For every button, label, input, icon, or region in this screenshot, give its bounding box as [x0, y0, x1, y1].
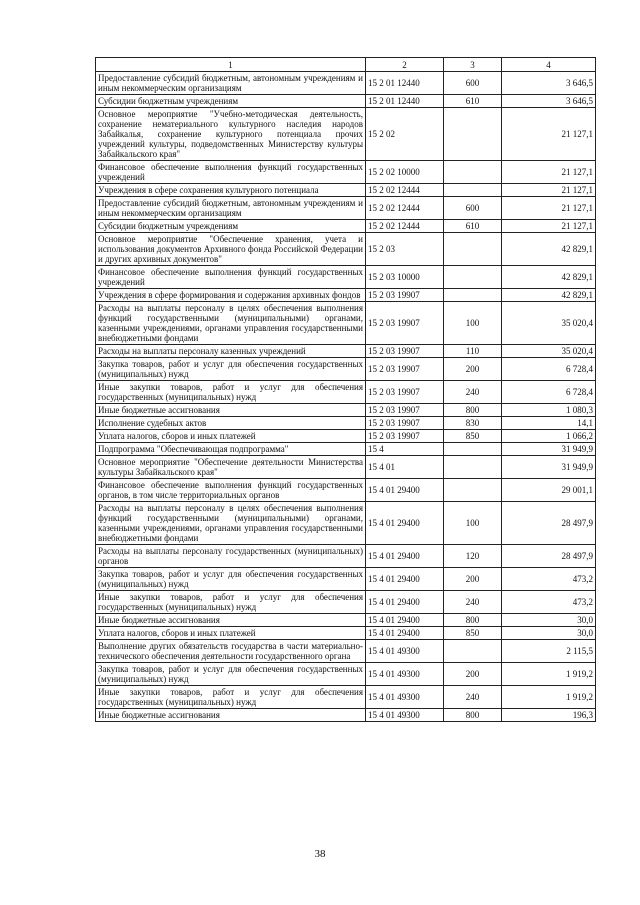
row-name-cell: Основное мероприятие "Учебно-методическая деятельность, сохранение нематериального культурного наследия народов Забайкалья, сохранение культурного потенциала прочих учреждений культуры, подведомственных Министерству культуры Забайкальского края" [96, 108, 366, 161]
row-code-cell: 15 2 03 10000 [366, 266, 444, 289]
row-code-cell: 15 2 03 19907 [366, 417, 444, 430]
table-header-row [96, 58, 596, 72]
row-sum-cell: 30,0 [502, 614, 596, 627]
row-code-cell: 15 2 03 [366, 233, 444, 266]
table-row [96, 686, 596, 709]
row-expense-type-cell: 850 [444, 627, 502, 640]
row-code-cell: 15 2 03 19907 [366, 381, 444, 404]
budget-document-page [95, 57, 595, 722]
row-expense-type-cell: 610 [444, 220, 502, 233]
row-code-cell: 15 2 02 12444 [366, 184, 444, 197]
row-sum-cell: 30,0 [502, 627, 596, 640]
row-name-cell: Субсидии бюджетным учреждениям [96, 95, 366, 108]
row-expense-type-cell: 120 [444, 545, 502, 568]
table-row [96, 627, 596, 640]
row-name-cell: Учреждения в сфере формирования и содержания архивных фондов [96, 289, 366, 302]
row-code-cell: 15 4 01 49300 [366, 686, 444, 709]
row-expense-type-cell: 240 [444, 686, 502, 709]
row-name-cell: Основное мероприятие "Обеспечение деятельности Министерства культуры Забайкальского края" [96, 456, 366, 479]
table-row [96, 709, 596, 722]
row-expense-type-cell: 600 [444, 197, 502, 220]
row-sum-cell: 35 020,4 [502, 302, 596, 345]
row-expense-type-cell [444, 640, 502, 663]
row-expense-type-cell: 200 [444, 568, 502, 591]
header-col-4: 4 [502, 58, 596, 72]
row-sum-cell: 21 127,1 [502, 184, 596, 197]
row-name-cell: Иные бюджетные ассигнования [96, 404, 366, 417]
row-expense-type-cell [444, 161, 502, 184]
row-name-cell: Уплата налогов, сборов и иных платежей [96, 627, 366, 640]
row-expense-type-cell: 100 [444, 502, 502, 545]
row-code-cell: 15 4 01 49300 [366, 663, 444, 686]
row-code-cell: 15 2 02 10000 [366, 161, 444, 184]
table-row [96, 417, 596, 430]
row-expense-type-cell: 800 [444, 404, 502, 417]
row-expense-type-cell [444, 184, 502, 197]
table-row [96, 72, 596, 95]
row-sum-cell: 3 646,5 [502, 72, 596, 95]
row-expense-type-cell: 240 [444, 591, 502, 614]
table-row [96, 479, 596, 502]
row-sum-cell: 35 020,4 [502, 345, 596, 358]
table-row [96, 591, 596, 614]
row-code-cell: 15 2 03 19907 [366, 302, 444, 345]
row-name-cell: Финансовое обеспечение выполнения функций государственных учреждений [96, 161, 366, 184]
row-name-cell: Финансовое обеспечение выполнения функций государственных учреждений [96, 266, 366, 289]
table-row [96, 233, 596, 266]
table-row [96, 184, 596, 197]
row-expense-type-cell: 110 [444, 345, 502, 358]
row-code-cell: 15 2 02 [366, 108, 444, 161]
budget-table [95, 57, 596, 722]
table-row [96, 443, 596, 456]
row-expense-type-cell: 200 [444, 358, 502, 381]
row-expense-type-cell [444, 233, 502, 266]
row-sum-cell: 1 919,2 [502, 663, 596, 686]
page-number: 38 [314, 848, 326, 860]
row-sum-cell: 28 497,9 [502, 545, 596, 568]
row-code-cell: 15 4 [366, 443, 444, 456]
row-code-cell: 15 4 01 29400 [366, 614, 444, 627]
row-expense-type-cell [444, 456, 502, 479]
row-name-cell: Расходы на выплаты персоналу казенных учреждений [96, 345, 366, 358]
row-code-cell: 15 2 02 12444 [366, 197, 444, 220]
table-row [96, 614, 596, 627]
row-code-cell: 15 4 01 29400 [366, 502, 444, 545]
row-name-cell: Закупка товаров, работ и услуг для обеспечения государственных (муниципальных) нужд [96, 358, 366, 381]
header-col-1: 1 [96, 58, 366, 72]
row-sum-cell: 28 497,9 [502, 502, 596, 545]
row-sum-cell: 1 066,2 [502, 430, 596, 443]
row-name-cell: Расходы на выплаты персоналу в целях обеспечения выполнения функций государственными (муниципальными) органами, казенными учреждениями, органами управления государственными внебюджетными фондами [96, 302, 366, 345]
table-row [96, 456, 596, 479]
row-sum-cell: 196,3 [502, 709, 596, 722]
row-expense-type-cell: 200 [444, 663, 502, 686]
row-sum-cell: 21 127,1 [502, 108, 596, 161]
row-sum-cell: 21 127,1 [502, 197, 596, 220]
table-row [96, 220, 596, 233]
table-row [96, 568, 596, 591]
table-row [96, 640, 596, 663]
row-code-cell: 15 2 03 19907 [366, 404, 444, 417]
row-name-cell: Иные закупки товаров, работ и услуг для обеспечения государственных (муниципальных) нужд [96, 381, 366, 404]
table-row [96, 430, 596, 443]
row-expense-type-cell: 100 [444, 302, 502, 345]
row-expense-type-cell: 600 [444, 72, 502, 95]
row-sum-cell: 3 646,5 [502, 95, 596, 108]
row-name-cell: Закупка товаров, работ и услуг для обеспечения государственных (муниципальных) нужд [96, 663, 366, 686]
row-expense-type-cell: 240 [444, 381, 502, 404]
table-row [96, 404, 596, 417]
row-code-cell: 15 4 01 29400 [366, 545, 444, 568]
row-expense-type-cell: 850 [444, 430, 502, 443]
row-name-cell: Уплата налогов, сборов и иных платежей [96, 430, 366, 443]
table-row [96, 95, 596, 108]
row-sum-cell: 29 001,1 [502, 479, 596, 502]
row-sum-cell: 14,1 [502, 417, 596, 430]
row-expense-type-cell [444, 108, 502, 161]
header-col-3: 3 [444, 58, 502, 72]
row-sum-cell: 473,2 [502, 568, 596, 591]
table-row [96, 302, 596, 345]
row-code-cell: 15 2 01 12440 [366, 72, 444, 95]
row-name-cell: Подпрограмма "Обеспечивающая подпрограмма" [96, 443, 366, 456]
row-expense-type-cell [444, 443, 502, 456]
row-name-cell: Учреждения в сфере сохранения культурного потенциала [96, 184, 366, 197]
table-row [96, 161, 596, 184]
row-name-cell: Иные бюджетные ассигнования [96, 709, 366, 722]
row-sum-cell: 31 949,9 [502, 456, 596, 479]
row-name-cell: Предоставление субсидий бюджетным, автономным учреждениям и иным некоммерческим организациям [96, 72, 366, 95]
row-expense-type-cell [444, 479, 502, 502]
row-expense-type-cell: 830 [444, 417, 502, 430]
row-code-cell: 15 2 01 12440 [366, 95, 444, 108]
row-name-cell: Расходы на выплаты персоналу государственных (муниципальных) органов [96, 545, 366, 568]
table-row [96, 345, 596, 358]
table-row [96, 197, 596, 220]
row-name-cell: Иные бюджетные ассигнования [96, 614, 366, 627]
row-expense-type-cell [444, 266, 502, 289]
row-code-cell: 15 4 01 29400 [366, 479, 444, 502]
row-code-cell: 15 2 03 19907 [366, 345, 444, 358]
row-code-cell: 15 4 01 29400 [366, 568, 444, 591]
row-code-cell: 15 2 03 19907 [366, 358, 444, 381]
row-name-cell: Закупка товаров, работ и услуг для обеспечения государственных (муниципальных) нужд [96, 568, 366, 591]
row-sum-cell: 6 728,4 [502, 358, 596, 381]
row-name-cell: Исполнение судебных актов [96, 417, 366, 430]
table-row [96, 545, 596, 568]
row-sum-cell: 21 127,1 [502, 220, 596, 233]
row-code-cell: 15 2 03 19907 [366, 289, 444, 302]
row-expense-type-cell: 610 [444, 95, 502, 108]
row-sum-cell: 2 115,5 [502, 640, 596, 663]
row-name-cell: Расходы на выплаты персоналу в целях обеспечения выполнения функций государственными (муниципальными) органами, казенными учреждениями, органами управления государственными внебюджетными фондами [96, 502, 366, 545]
row-code-cell: 15 2 03 19907 [366, 430, 444, 443]
row-code-cell: 15 2 02 12444 [366, 220, 444, 233]
row-sum-cell: 1 919,2 [502, 686, 596, 709]
row-name-cell: Предоставление субсидий бюджетным, автономным учреждениям и иным некоммерческим организациям [96, 197, 366, 220]
row-code-cell: 15 4 01 49300 [366, 640, 444, 663]
row-expense-type-cell: 800 [444, 614, 502, 627]
row-name-cell: Основное мероприятие "Обеспечение хранения, учета и использования документов Архивного фонда Российской Федерации и других архивных документов" [96, 233, 366, 266]
row-code-cell: 15 4 01 49300 [366, 709, 444, 722]
budget-table-body [96, 58, 596, 722]
row-sum-cell: 21 127,1 [502, 161, 596, 184]
row-name-cell: Выполнение других обязательств государства в части материально-технического обеспечения деятельности государственного органа [96, 640, 366, 663]
row-sum-cell: 6 728,4 [502, 381, 596, 404]
table-row [96, 381, 596, 404]
row-sum-cell: 473,2 [502, 591, 596, 614]
row-code-cell: 15 4 01 29400 [366, 591, 444, 614]
table-row [96, 289, 596, 302]
row-name-cell: Иные закупки товаров, работ и услуг для обеспечения государственных (муниципальных) нужд [96, 686, 366, 709]
row-expense-type-cell: 800 [444, 709, 502, 722]
row-code-cell: 15 4 01 [366, 456, 444, 479]
header-col-2: 2 [366, 58, 444, 72]
row-name-cell: Финансовое обеспечение выполнения функций государственных органов, в том числе территориальных органов [96, 479, 366, 502]
row-code-cell: 15 4 01 29400 [366, 627, 444, 640]
table-row [96, 502, 596, 545]
row-sum-cell: 42 829,1 [502, 289, 596, 302]
row-sum-cell: 42 829,1 [502, 233, 596, 266]
row-expense-type-cell [444, 289, 502, 302]
row-sum-cell: 1 080,3 [502, 404, 596, 417]
row-name-cell: Иные закупки товаров, работ и услуг для обеспечения государственных (муниципальных) нужд [96, 591, 366, 614]
table-row [96, 663, 596, 686]
row-name-cell: Субсидии бюджетным учреждениям [96, 220, 366, 233]
row-sum-cell: 31 949,9 [502, 443, 596, 456]
table-row [96, 108, 596, 161]
table-row [96, 266, 596, 289]
row-sum-cell: 42 829,1 [502, 266, 596, 289]
table-row [96, 358, 596, 381]
